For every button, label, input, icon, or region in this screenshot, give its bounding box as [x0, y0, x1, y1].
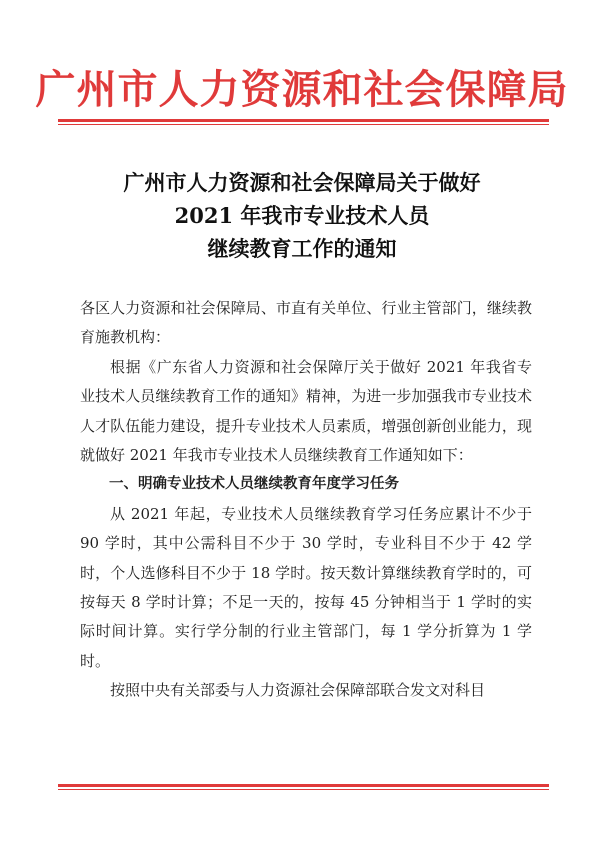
body-paragraph-2: 从 2021 年起，专业技术人员继续教育学习任务应累计不少于 90 学时，其中公需科目不少于 30 学时，专业科目不少于 42 学时，个人选修科目不少于 18 学时。按天数计算继续教育学时的，可按每天 8 学时计算；不足一天的，按每 45 分钟相当于 1 学时的实际时间计算。实行学分制的行业主管部门，每 1 学分折算为 1 学时。 — [80, 504, 532, 670]
document-title-line-3: 继续教育工作的通知 — [207, 236, 397, 261]
footer-divider-thick — [58, 784, 549, 787]
masthead-organization-name: 广州市人力资源和社会保障局 — [35, 67, 569, 113]
masthead-divider-thick — [58, 119, 549, 122]
document-title-line-1: 广州市人力资源和社会保障局关于做好 — [123, 170, 481, 195]
body-paragraph-1: 根据《广东省人力资源和社会保障厅关于做好 2021 年我省专业技术人员继续教育工作的通知》精神，为进一步加强我市专业技术人才队伍能力建设，提升专业技术人员素质，增强创新创业能力，现就做好 2021 年我市专业技术人员继续教育工作通知如下： — [80, 357, 532, 465]
section-heading-1: 一、明确专业技术人员继续教育年度学习任务 — [109, 476, 399, 493]
masthead-divider-thin — [58, 124, 549, 125]
document-body — [80, 294, 532, 706]
document-title — [0, 166, 604, 265]
body-paragraph-3: 按照中央有关部委与人力资源社会保障部联合发文对科目 — [110, 681, 486, 700]
footer-divider-thin — [58, 789, 549, 790]
document-title-line-2: 2021 年我市专业技术人员 — [174, 203, 430, 228]
salutation: 各区人力资源和社会保障局、市直有关单位、行业主管部门，继续教育施教机构： — [80, 299, 532, 347]
